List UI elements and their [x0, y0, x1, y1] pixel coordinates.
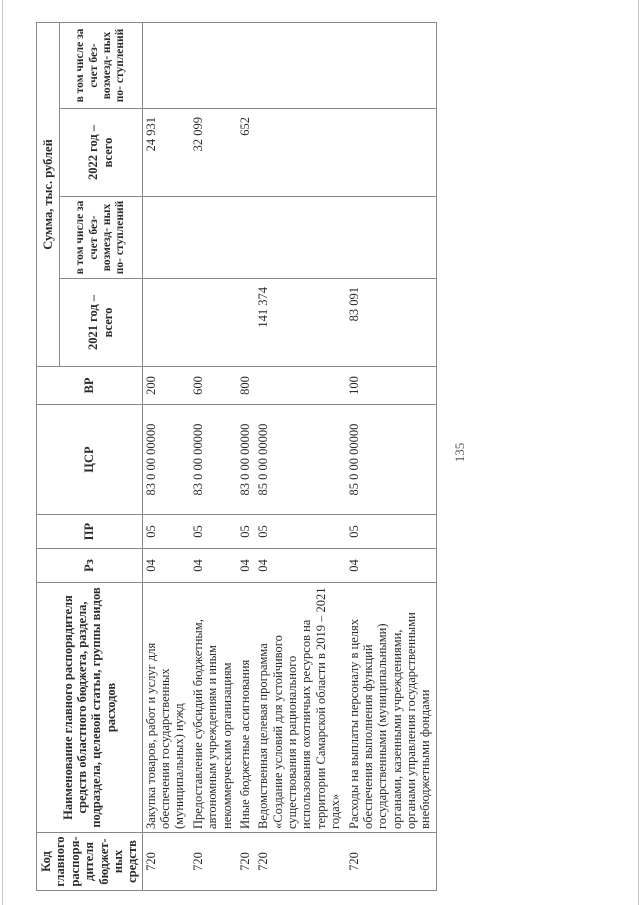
- budget-table: [36, 22, 437, 891]
- cell-code: 720: [255, 833, 345, 891]
- cell-incl-2022: [346, 22, 437, 108]
- cell-vr: 100: [346, 367, 437, 405]
- cell-incl-2021: [255, 197, 345, 279]
- cell-vr: [255, 367, 345, 405]
- cell-name: Предоставление субсидий бюджетным, автономным учреждениям и иным некоммерческим организациям: [190, 583, 237, 833]
- cell-code: 720: [237, 833, 255, 891]
- cell-rz: 04: [190, 549, 237, 583]
- cell-incl-2021: [237, 197, 255, 279]
- col-header-vr: ВР: [37, 367, 143, 405]
- cell-total-2021: 83 091: [346, 279, 437, 367]
- cell-name: Ведомственная целевая программа «Создание условий для устойчивого существования и рационального использования охотничьих ресурсов на территории Самарской области в 2019 – 2021 годах»: [255, 583, 345, 833]
- cell-pr: 05: [346, 515, 437, 549]
- col-header-total-2021: 2021 год – всего: [60, 279, 143, 367]
- cell-vr: 800: [237, 367, 255, 405]
- cell-rz: 04: [142, 549, 190, 583]
- col-header-incl-2022: в том числе за счет без- возмезд- ных по- ступлений: [60, 22, 143, 108]
- table-row: [190, 22, 237, 890]
- cell-pr: 05: [237, 515, 255, 549]
- table-row: [237, 22, 255, 890]
- cell-pr: 05: [255, 515, 345, 549]
- cell-total-2022: 32 099: [190, 109, 237, 197]
- cell-rz: 04: [255, 549, 345, 583]
- cell-code: 720: [346, 833, 437, 891]
- col-header-rz: Рз: [37, 549, 143, 583]
- cell-csr: 83 0 00 00000: [142, 405, 190, 515]
- cell-total-2022: [255, 109, 345, 197]
- col-header-pr: ПР: [37, 515, 143, 549]
- cell-name: Закупка товаров, работ и услуг для обеспечения государственных (муниципальных) нужд: [142, 583, 190, 833]
- cell-total-2022: 652: [237, 109, 255, 197]
- col-header-sum-group: Сумма, тыс. рублей: [37, 22, 60, 366]
- cell-csr: 85 0 00 00000: [346, 405, 437, 515]
- cell-incl-2021: [190, 197, 237, 279]
- cell-incl-2021: [346, 197, 437, 279]
- col-header-incl-2021: в том числе за счет без- возмезд- ных по- ступлений: [60, 197, 143, 279]
- cell-incl-2022: [237, 22, 255, 108]
- cell-incl-2021: [142, 197, 190, 279]
- cell-code: 720: [142, 833, 190, 891]
- cell-csr: 83 0 00 00000: [190, 405, 237, 515]
- cell-csr: 83 0 00 00000: [237, 405, 255, 515]
- table-row: [142, 22, 190, 890]
- cell-pr: 05: [142, 515, 190, 549]
- table-row: [255, 22, 345, 890]
- cell-pr: 05: [190, 515, 237, 549]
- cell-vr: 600: [190, 367, 237, 405]
- cell-csr: 85 0 00 00000: [255, 405, 345, 515]
- cell-total-2021: [142, 279, 190, 367]
- cell-code: 720: [190, 833, 237, 891]
- cell-name: Иные бюджетные ассигнования: [237, 583, 255, 833]
- col-header-total-2022: 2022 год – всего: [60, 109, 143, 197]
- page-number: 135: [452, 442, 467, 463]
- col-header-code: Код главного распоря- дителя бюджет- ных средств: [37, 833, 143, 891]
- cell-vr: 200: [142, 367, 190, 405]
- cell-total-2021: [190, 279, 237, 367]
- col-header-csr: ЦСР: [37, 405, 143, 515]
- cell-rz: 04: [346, 549, 437, 583]
- header-row-top: [37, 22, 60, 890]
- cell-total-2022: [346, 109, 437, 197]
- cell-incl-2022: [190, 22, 237, 108]
- cell-total-2021: 141 374: [255, 279, 345, 367]
- cell-name: Расходы на выплаты персоналу в целях обеспечения выполнения функций государственными (муниципальными) органами, казенными учреждениями, органами управления государственными внебюджетными фондами: [346, 583, 437, 833]
- col-header-name: Наименование главного распорядителя средств областного бюджета, раздела, подраздела, целевой статьи, группы видов расходов: [37, 583, 143, 833]
- cell-total-2021: [237, 279, 255, 367]
- cell-rz: 04: [237, 549, 255, 583]
- cell-total-2022: 24 931: [142, 109, 190, 197]
- cell-incl-2022: [255, 22, 345, 108]
- table-row: [346, 22, 437, 890]
- cell-incl-2022: [142, 22, 190, 108]
